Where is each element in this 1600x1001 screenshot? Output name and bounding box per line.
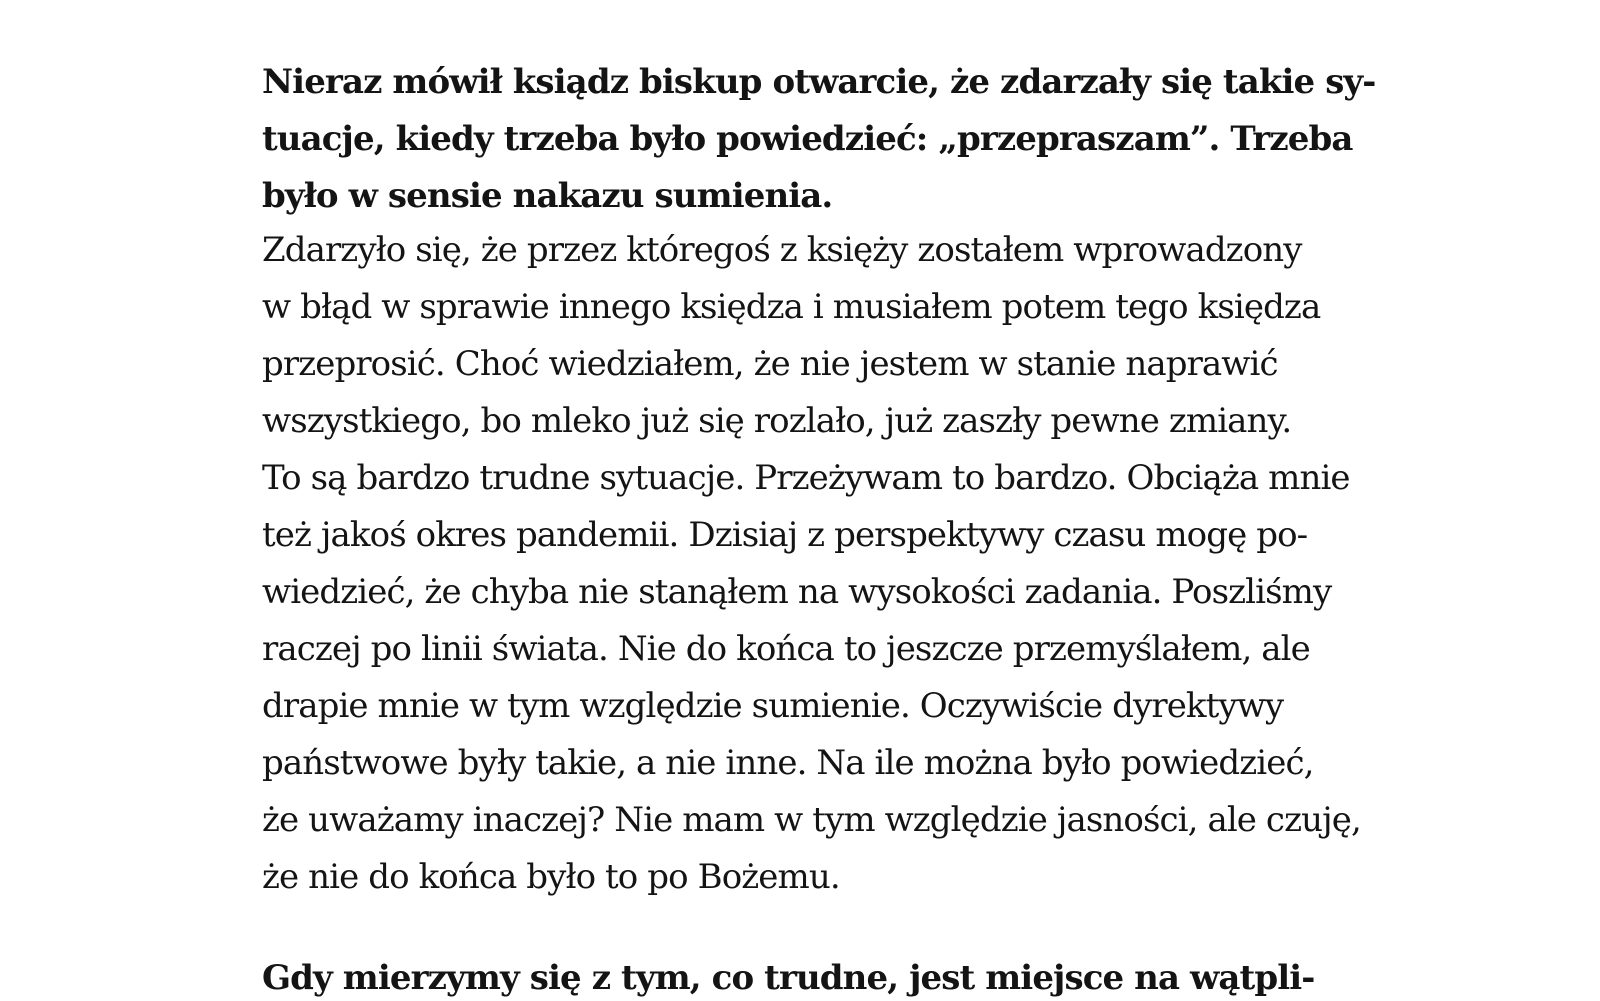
answer-1-line: wiedzieć, że chyba nie stanąłem na wysokości zadania. Poszliśmy — [262, 572, 1332, 612]
answer-1-line: raczej po linii świata. Nie do końca to jeszcze przemyślałem, ale — [262, 629, 1310, 669]
interview-question-2 — [262, 950, 1382, 1001]
answer-1-line: też jakoś okres pandemii. Dzisiaj z perspektywy czasu mogę po- — [262, 515, 1308, 555]
question-1-line: tuacje, kiedy trzeba było powiedzieć: „przepraszam”. Trzeba — [262, 119, 1353, 159]
answer-1-line: państwowe były takie, a nie inne. Na ile można było powiedzieć, — [262, 743, 1314, 783]
answer-1-line: w błąd w sprawie innego księdza i musiałem potem tego księdza — [262, 287, 1321, 327]
question-1-line: było w sensie nakazu sumienia. — [262, 176, 833, 216]
question-2-line: Gdy mierzymy się z tym, co trudne, jest miejsce na wątpli- — [262, 958, 1315, 998]
answer-1-line: To są bardzo trudne sytuacje. Przeżywam to bardzo. Obciąża mnie — [262, 458, 1350, 498]
answer-1-line: drapie mnie w tym względzie sumienie. Oczywiście dyrektywy — [262, 686, 1284, 726]
interview-question-1 — [262, 54, 1382, 225]
interview-answer-1 — [262, 222, 1382, 906]
answer-1-line: przeprosić. Choć wiedziałem, że nie jestem w stanie naprawić — [262, 344, 1278, 384]
answer-1-line: że nie do końca było to po Bożemu. — [262, 857, 840, 897]
answer-1-line: wszystkiego, bo mleko już się rozlało, już zaszły pewne zmiany. — [262, 401, 1292, 441]
answer-1-line: Zdarzyło się, że przez któregoś z księży zostałem wprowadzony — [262, 230, 1302, 270]
answer-1-line: że uważamy inaczej? Nie mam w tym względzie jasności, ale czuję, — [262, 800, 1361, 840]
question-1-line: Nieraz mówił ksiądz biskup otwarcie, że zdarzały się takie sy- — [262, 62, 1376, 102]
